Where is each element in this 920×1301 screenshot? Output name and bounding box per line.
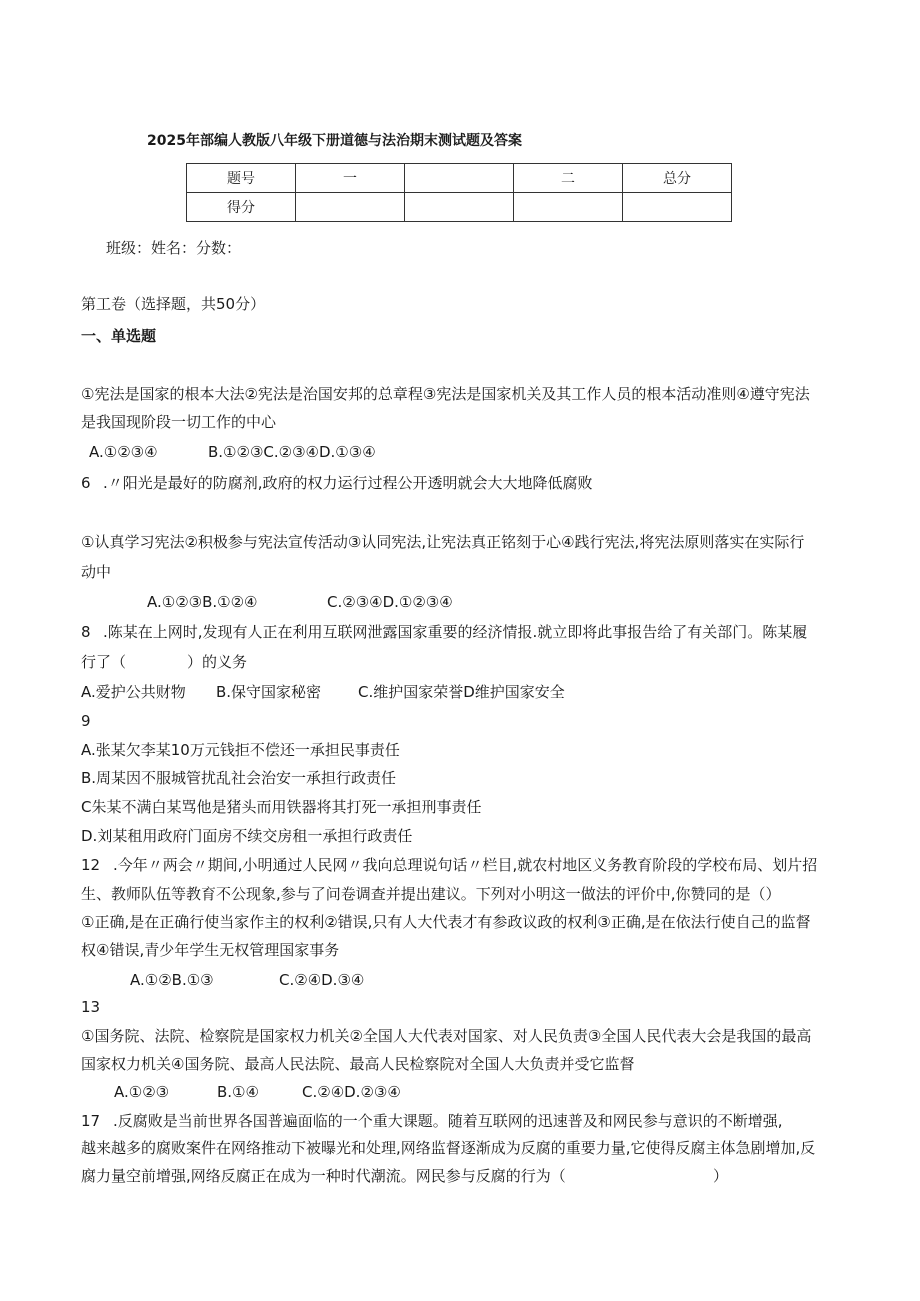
option-b: B.保守国家秘密 [216,683,322,701]
option-a: A.张某欠李某10万元钱拒不偿还一承担民事责任 [81,741,400,759]
option-d: D.刘某租用政府门面房不续交房租一承担行政责任 [81,827,413,845]
table-cell: 总分 [623,164,732,193]
option-c: C朱某不满白某骂他是猪头而用铁器将其打死一承担刑事责任 [81,798,482,816]
question-text: .今年〃两会〃期间,小明通过人民网〃我向总理说句话〃栏目,就农村地区义务教育阶段的学校布局、划片招 [113,856,818,874]
table-row [187,164,732,193]
question-text: ） [713,1167,729,1185]
option-cd: C.②④D.③④ [279,971,365,989]
option-cd: C.②③④D.①②③④ [327,593,453,611]
option-b: B.周某因不服城管扰乱社会治安一承担行政责任 [81,769,397,787]
question-text: 国家权力机关④国务院、最高人民法院、最高人民检察院对全国人大负责并受它监督 [81,1055,635,1073]
question-text: 越来越多的腐败案件在网络推动下被曝光和处理,网络监督逐渐成为反腐的重要力量,它使得反腐主体急剧增加,反 [81,1139,816,1157]
question-number: 8 [81,623,91,641]
question-text: 腐力量空前增强,网络反腐正在成为一种时代潮流。网民参与反腐的行为（ [81,1167,566,1185]
section-heading: 一、单选题 [81,327,157,345]
table-cell [405,164,514,193]
question-number: 12 [81,856,101,874]
table-cell [296,193,405,222]
question-text: .〃阳光是最好的防腐剂,政府的权力运行过程公开透明就会大大地降低腐败 [103,474,593,492]
question-text: .反腐败是当前世界各国普遍面临的一个重大课题。随着互联网的迅速普及和网民参与意识的不断增强, [113,1112,783,1130]
question-text: .陈某在上网时,发现有人正在利用互联网泄露国家重要的经济情报.就立即将此事报告给了有关部门。陈某履 [103,623,808,641]
option-bcd: B.①②③C.②③④D.①③④ [208,443,376,461]
question-number: 9 [81,712,91,730]
question-number: 17 [81,1112,101,1130]
option-ab: A.①②B.①③ [130,971,214,989]
table-cell: 题号 [187,164,296,193]
question-text: ①正确,是在正确行使当家作主的权利②错误,只有人大代表才有参政议政的权利③正确,是在依法行使自己的监督 [81,913,811,931]
table-cell: 得分 [187,193,296,222]
question-text: 权④错误,青少年学生无权管理国家事务 [81,941,340,959]
question-text: ①宪法是国家的根本大法②宪法是治国安邦的总章程③宪法是国家机关及其工作人员的根本活动准则④遵守宪法 [81,385,810,403]
question-text: ①认真学习宪法②积极参与宪法宣传活动③认同宪法,让宪法真正铭刻于心④践行宪法,将宪法原则落实在实际行 [81,533,805,551]
volume-heading: 第工卷（选择题，共50分） [81,295,266,313]
question-text: 生、教师队伍等教育不公现象,参与了问卷调查并提出建议。下列对小明这一做法的评价中,你赞同的是（） [81,885,781,903]
table-cell [405,193,514,222]
option-ab: A.①②③B.①②④ [147,593,258,611]
info-line: 班级：姓名：分数： [106,239,242,257]
question-text: 是我国现阶段一切工作的中心 [81,413,277,431]
option-b: B.①④ [217,1083,259,1101]
option-a: A.①②③ [114,1083,170,1101]
table-row [187,193,732,222]
question-text: ）的义务 [187,653,248,671]
question-text: ①国务院、法院、检察院是国家权力机关②全国人大代表对国家、对人民负责③全国人民代表大会是我国的最高 [81,1027,812,1045]
option-a: A.①②③④ [89,443,158,461]
table-cell: 一 [296,164,405,193]
option-cd: C.②④D.②③④ [302,1083,401,1101]
question-number: 13 [81,998,101,1016]
table-cell [514,193,623,222]
option-cd: C.维护国家荣誉D维护国家安全 [358,683,565,701]
option-a: A.爱护公共财物 [81,683,186,701]
score-table [186,163,732,222]
table-cell [623,193,732,222]
question-text: 动中 [81,563,112,581]
table-cell: 二 [514,164,623,193]
document-title: 2025年部编人教版八年级下册道德与法治期末测试题及答案 [147,133,522,149]
question-number: 6 [81,474,91,492]
question-text: 行了（ [81,653,127,671]
